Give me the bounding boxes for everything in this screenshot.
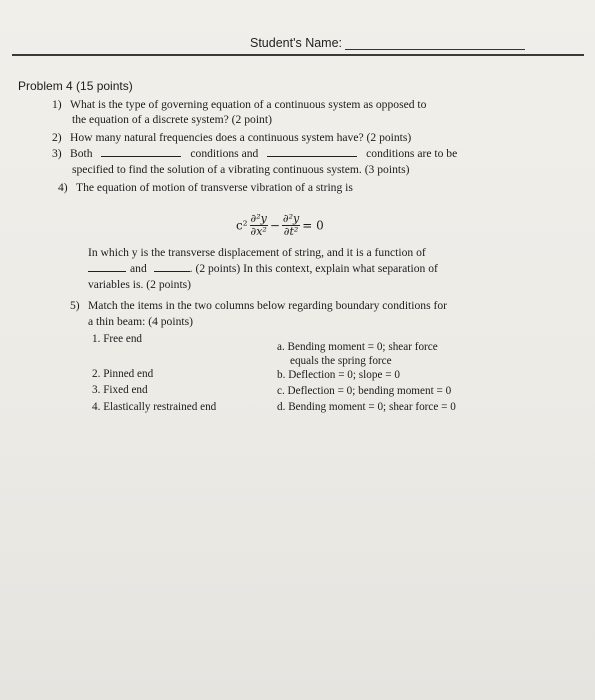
question-4-text3: variables is. (2 points) xyxy=(88,278,192,291)
question-3-word3: conditions are to be xyxy=(366,147,458,160)
match-right-item-a-cont: equals the spring force xyxy=(290,355,392,367)
question-3-word1: Both xyxy=(70,147,93,160)
answer-blank-4b[interactable] xyxy=(154,261,190,272)
equation-denominator-1: ∂x² xyxy=(250,225,267,238)
question-4-text2a: and xyxy=(130,262,147,275)
equation-fraction-2 xyxy=(282,213,300,238)
problem-title: Problem 4 (15 points) xyxy=(18,79,133,93)
question-3-word2: conditions and xyxy=(190,147,259,160)
match-right-item-c: c. Deflection = 0; bending moment = 0 xyxy=(277,385,452,397)
question-4-text2b: . (2 points) In this context, explain what separation of xyxy=(189,262,438,275)
question-2-number: 2) xyxy=(52,131,62,144)
equation-fraction-1 xyxy=(250,213,268,238)
answer-blank-4a[interactable] xyxy=(88,261,126,272)
answer-blank-3a[interactable] xyxy=(101,146,181,157)
match-left-item-2: 2. Pinned end xyxy=(92,368,154,380)
match-left-item-1: 1. Free end xyxy=(92,333,143,345)
question-1-number: 1) xyxy=(52,98,62,111)
question-4-text1: In which y is the transverse displacement of string, and it is a function of xyxy=(88,246,426,259)
match-right-item-a: a. Bending moment = 0; shear force xyxy=(277,341,438,353)
question-1 xyxy=(52,97,426,112)
wave-equation xyxy=(236,213,324,238)
match-right-item-b: b. Deflection = 0; slope = 0 xyxy=(277,369,400,381)
student-name-label: Student's Name: xyxy=(250,36,343,50)
question-4-text2 xyxy=(88,261,438,276)
question-4-number: 4) xyxy=(58,181,68,194)
header-divider xyxy=(12,54,584,56)
question-4-line1: The equation of motion of transverse vibration of a string is xyxy=(76,181,353,194)
question-4 xyxy=(58,180,353,195)
question-3-line2: specified to find the solution of a vibrating continuous system. (3 points) xyxy=(72,163,410,176)
question-3-number: 3) xyxy=(52,147,62,160)
match-right-item-d: d. Bending moment = 0; shear force = 0 xyxy=(277,401,456,413)
match-left-item-4: 4. Elastically restrained end xyxy=(92,401,217,413)
equation-coefficient: c² xyxy=(236,218,248,233)
equation-numerator-1: ∂²y xyxy=(250,212,267,225)
question-1-line2: the equation of a discrete system? (2 point) xyxy=(72,113,272,126)
equation-minus: − xyxy=(269,218,280,233)
match-left-item-3: 3. Fixed end xyxy=(92,384,148,396)
question-5-number: 5) xyxy=(70,299,80,312)
student-name-blank[interactable] xyxy=(345,49,525,50)
answer-blank-3b[interactable] xyxy=(267,146,357,157)
equation-rhs: = 0 xyxy=(302,218,324,233)
equation-denominator-2: ∂t² xyxy=(283,225,299,238)
question-3 xyxy=(52,146,457,161)
question-2 xyxy=(52,130,411,145)
question-1-line1: What is the type of governing equation of a continuous system as opposed to xyxy=(70,98,427,111)
equation-numerator-2: ∂²y xyxy=(282,212,300,225)
question-5-line2: a thin beam: (4 points) xyxy=(88,315,193,328)
question-2-line1: How many natural frequencies does a continuous system have? (2 points) xyxy=(70,131,412,144)
question-5-line1: Match the items in the two columns below regarding boundary conditions for xyxy=(88,299,448,312)
question-5 xyxy=(70,298,447,313)
